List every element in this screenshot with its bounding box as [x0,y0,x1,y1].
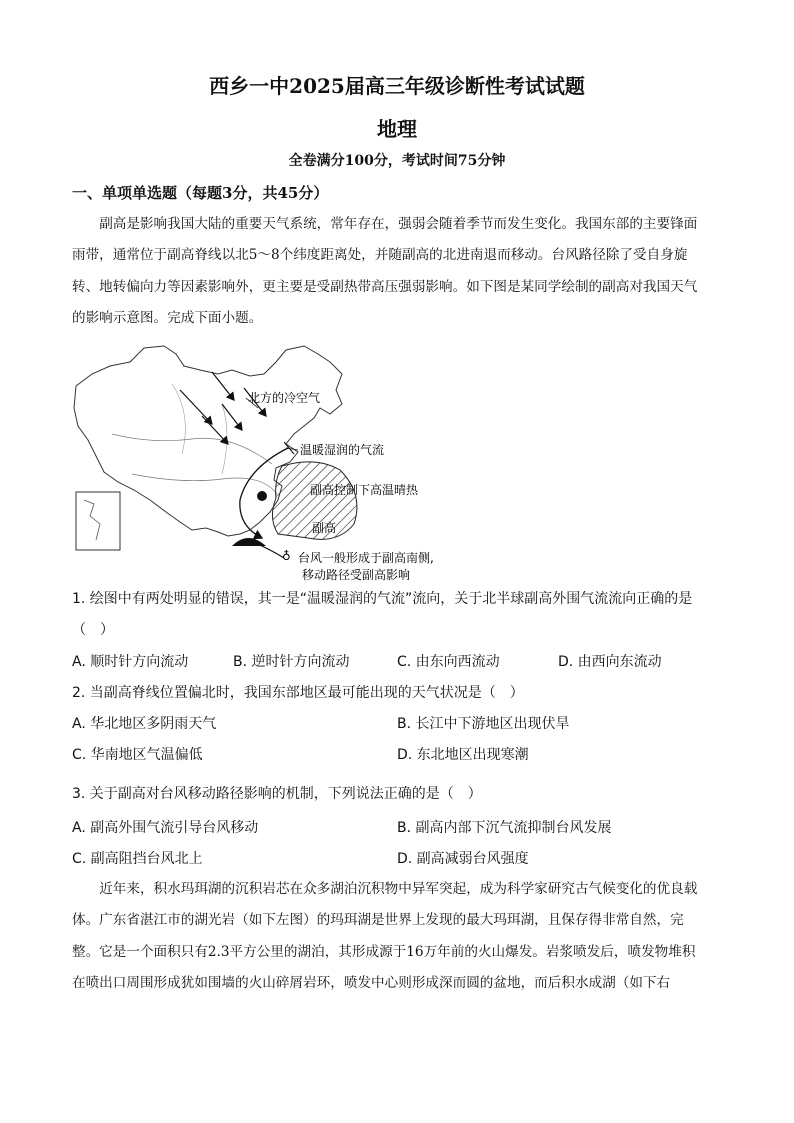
q1-option-b[interactable]: B. 逆时针方向流动 [233,654,350,670]
subject-title: 地理 [377,117,417,141]
exam-info: 全卷满分100分，考试时间75分钟 [288,153,506,169]
typhoon-path [248,540,284,558]
exam-title: 西乡一中2025届高三年级诊断性考试试题 [209,74,585,98]
passage-2-line: 整。它是一个面积只有2.3平方公里的湖泊，其形成源于16万年前的火山爆发。岩浆喷发后，喷发物堆积 [72,943,696,960]
passage-1-line: 副高是影响我国大陆的重要天气系统，常年存在，强弱会随着季节而发生变化。我国东部的主要锋面 [99,216,698,232]
high-center-dot [257,491,267,501]
q1-option-a[interactable]: A. 顺时针方向流动 [72,654,189,670]
q3-option-d[interactable]: D. 副高减弱台风强度 [397,851,529,867]
subtropical-high-label: 副高 [312,521,337,535]
q2-option-c[interactable]: C. 华南地区气温偏低 [72,747,203,763]
warm-flow-label: 温暖湿润的气流 [300,443,385,457]
cold-air-label: 北方的冷空气 [248,391,321,405]
subtropical-high-map [72,344,472,586]
rain-belt-mark [232,538,266,546]
section-heading: 一、单项单选题（每题3分，共45分） [72,184,329,202]
high-temp-label: 副高控制下高温晴热 [310,483,419,497]
passage-1 [72,209,722,334]
typhoon-label-2: 移动路径受副高影响 [302,568,411,582]
passage-1-line: 雨带，通常位于副高脊线以北5～8个纬度距离处，并随副高的北进南退而移动。台风路径除了受自身旋 [72,247,688,264]
q1-option-c[interactable]: C. 由东向西流动 [397,654,500,670]
question-1-stem: 1. 绘图中有两处明显的错误，其一是“温暖湿润的气流”流向，关于北半球副高外围气流流向正确的是 [72,591,693,607]
question-1-stem-cont: （ ） [72,622,114,638]
q3-option-a[interactable]: A. 副高外围气流引导台风移动 [72,820,259,836]
q3-option-b[interactable]: B. 副高内部下沉气流抑制台风发展 [397,820,612,836]
q2-option-a[interactable]: A. 华北地区多阴雨天气 [72,716,217,732]
passage-2 [72,874,722,999]
q3-option-c[interactable]: C. 副高阻挡台风北上 [72,851,203,867]
typhoon-label-1: 台风一般形成于副高南侧, [298,551,434,565]
passage-2-line: 近年来，积水玛珥湖的沉积岩芯在众多湖泊沉积物中异军突起，成为科学家研究古气候变化的优良载 [99,881,698,897]
question-3-stem: 3. 关于副高对台风移动路径影响的机制，下列说法正确的是（ ） [72,786,482,802]
q1-option-d[interactable]: D. 由西向东流动 [558,654,662,670]
passage-2-line: 在喷出口周围形成犹如围墙的火山碎屑岩环，喷发中心则形成深而圆的盆地，而后积水成湖（如下右 [72,974,671,991]
passage-2-line: 体。广东省湛江市的湖光岩（如下左图）的玛珥湖是世界上发现的最大玛珥湖，且保存得非常自然，完 [72,912,684,929]
passage-1-line: 转、地转偏向力等因素影响外，更主要是受副热带高压强弱影响。如下图是某同学绘制的副高对我国天气 [72,278,698,295]
typhoon-icon: ♁ [282,549,291,563]
passage-1-line: 的影响示意图。完成下面小题。 [72,309,263,326]
q2-option-d[interactable]: D. 东北地区出现寒潮 [397,747,529,763]
q2-option-b[interactable]: B. 长江中下游地区出现伏旱 [397,716,570,732]
question-2-stem: 2. 当副高脊线位置偏北时，我国东部地区最可能出现的天气状况是（ ） [72,685,524,701]
